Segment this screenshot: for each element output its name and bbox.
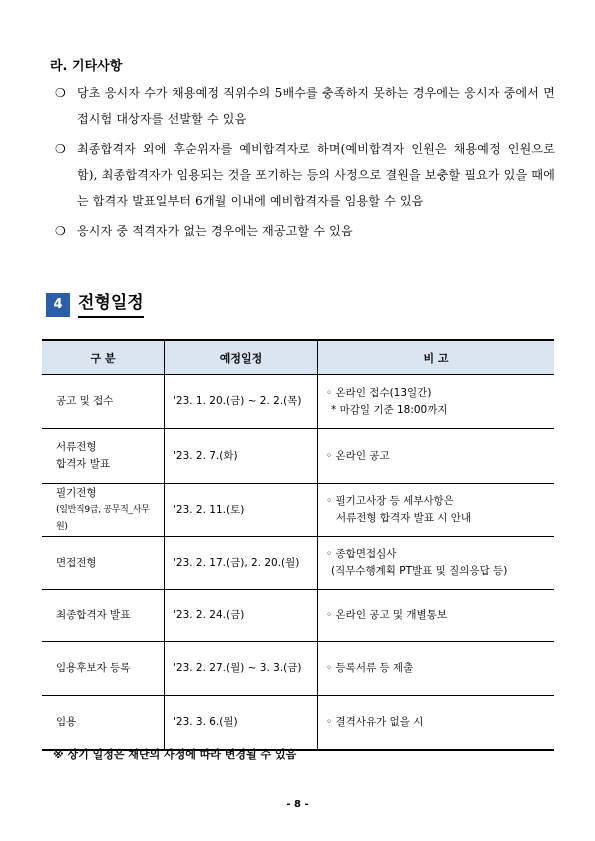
bullet-item [55,80,555,132]
cell-note [318,537,555,590]
section-4-title [46,292,144,318]
cell-stage: 공고 및 접수 [42,375,165,429]
note-line: ◦ 온라인 공고 [326,449,390,462]
header-date: 예정일정 [165,340,318,375]
bullet-text: 응시자 중 적격자가 없는 경우에는 재공고할 수 있음 [77,224,353,238]
table-row [42,429,554,484]
table-row [42,696,554,750]
section-number-badge: 4 [46,293,70,317]
cell-stage: 필기전형 (일반직9급, 공무직_사무원) [42,484,165,537]
bullet-list [55,80,555,248]
table-header-row [42,340,554,375]
circle-bullet-icon: ❍ [55,86,66,100]
header-stage: 구 분 [42,340,165,375]
circle-bullet-icon: ❍ [55,224,66,238]
bullet-item [55,218,555,244]
note-line: ◦ 온라인 공고 및 개별통보 [326,609,447,621]
section-title: 전형일정 [78,292,144,318]
cell-stage: 서류전형 합격자 발표 [42,429,165,484]
cell-note [318,429,555,484]
cell-date: '23. 2. 7.(화) [165,429,318,484]
bullet-item [55,136,555,214]
cell-date: '23. 3. 6.(월) [165,696,318,750]
table-row [42,484,554,537]
bullet-text: 최종합격자 외에 후순위자를 예비합격자로 하며(예비합격자 인원은 채용예정 인원으로 함), 최종합격자가 임용되는 것을 포기하는 등의 사정으로 결원을 보충할 필요가 있을 때에는 합격자 발표일부터 6개월 이내에 예비합격자를 임용할 수 있음 [77,142,555,208]
cell-date: '23. 2. 11.(토) [165,484,318,537]
note-line: 서류전형 합격자 발표 시 안내 [336,512,472,524]
table-row [42,590,554,642]
cell-note [318,590,555,642]
table-row [42,375,554,429]
page-number: - 8 - [286,799,309,810]
cell-note [318,375,555,429]
note-line: ◦ 필기고사장 등 세부사항은 [326,495,454,507]
schedule-table [42,339,554,751]
cell-note [318,696,555,750]
cell-date: '23. 2. 24.(금) [165,590,318,642]
note-line: * 마감일 기준 18:00까지 [331,403,448,416]
cell-stage: 임용후보자 등록 [42,642,165,696]
cell-date: '23. 2. 27.(월) ~ 3. 3.(금) [165,642,318,696]
cell-stage: 면접전형 [42,537,165,590]
cell-note [318,642,555,696]
cell-stage: 최종합격자 발표 [42,590,165,642]
section-ra-heading: 라. 기타사항 [50,59,123,74]
schedule-footnote: ※ 상기 일정은 재단의 사정에 따라 변경될 수 있음 [53,748,297,761]
table-row [42,537,554,590]
cell-date: '23. 1. 20.(금) ~ 2. 2.(목) [165,375,318,429]
note-line: (직무수행계획 PT발표 및 질의응답 등) [331,565,508,577]
table-row [42,642,554,696]
note-line: ◦ 종합면접심사 [326,548,397,560]
note-line: ◦ 결격사유가 없을 시 [326,715,424,728]
cell-date: '23. 2. 17.(금), 2. 20.(월) [165,537,318,590]
circle-bullet-icon: ❍ [55,142,66,156]
header-note: 비 고 [318,340,555,375]
bullet-text: 당초 응시자 수가 채용예정 직위수의 5배수를 충족하지 못하는 경우에는 응시자 중에서 면접시험 대상자를 선발할 수 있음 [77,86,555,126]
cell-stage: 임용 [42,696,165,750]
cell-note [318,484,555,537]
note-line: ◦ 등록서류 등 제출 [326,662,414,674]
note-line: ◦ 온라인 접수(13일간) [326,386,432,399]
